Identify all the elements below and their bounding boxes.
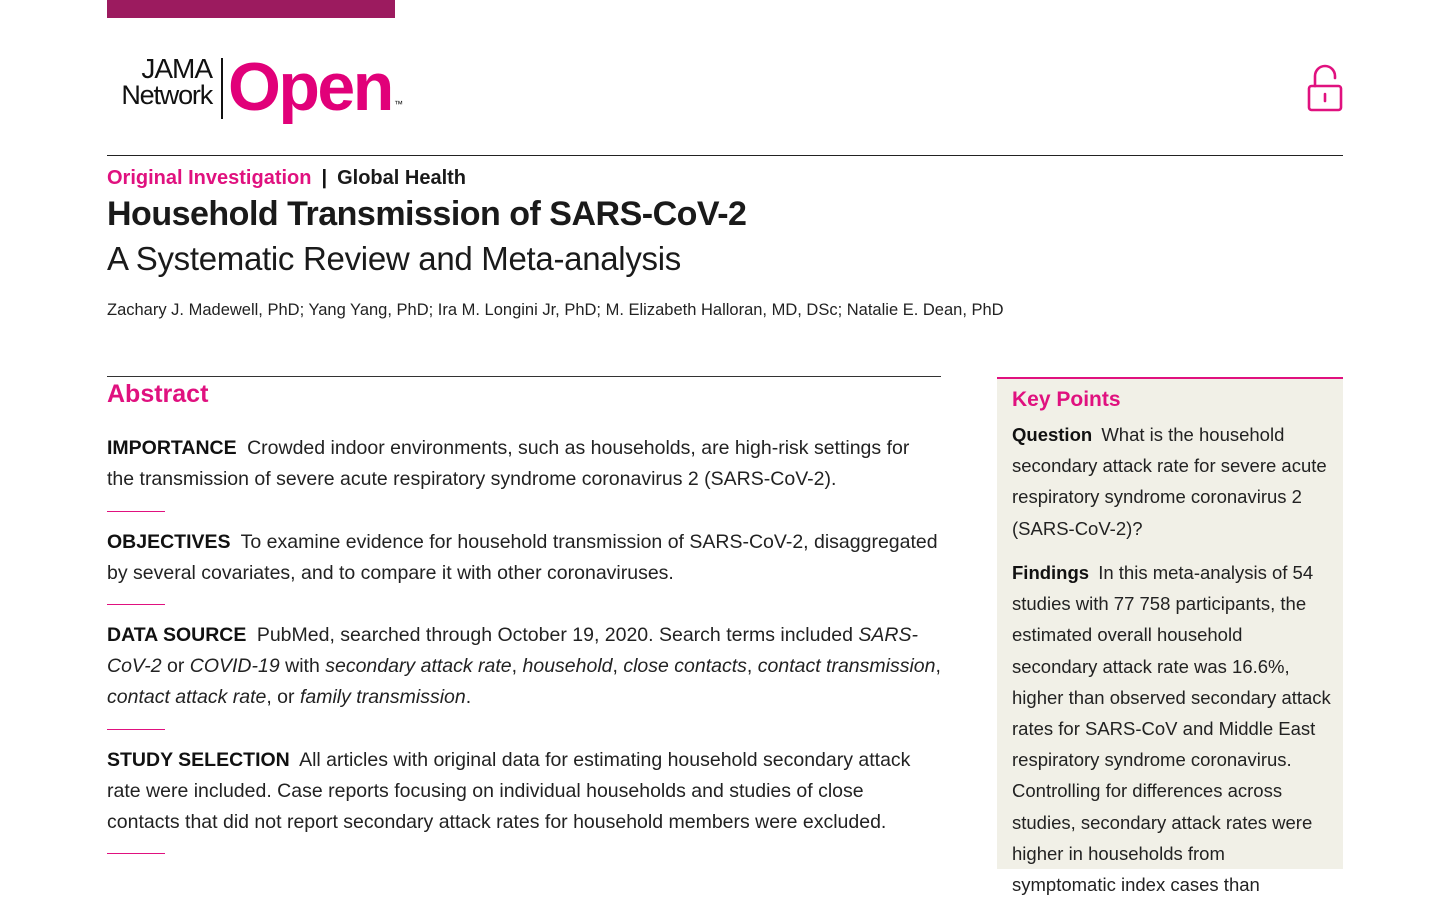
abstract-objectives	[107, 527, 941, 589]
article-section[interactable]: Global Health	[337, 167, 466, 189]
logo-divider	[221, 58, 223, 119]
data-source-text: PubMed, searched through October 19, 2020. Search terms included SARS-CoV-2 or COVID-19 with secondary attack rate, household, close contacts, contact transmission, contact attack rate, or family transmission.	[107, 624, 941, 708]
open-lock-icon[interactable]	[1306, 62, 1344, 112]
objectives-text: To examine evidence for household transmission of SARS-CoV-2, disaggregated by several covariates, and to compare it with other coronaviruses.	[107, 531, 938, 584]
section-divider	[107, 511, 165, 512]
objectives-label: OBJECTIVES	[107, 531, 231, 553]
section-divider	[107, 853, 165, 854]
header-rule	[107, 155, 1343, 156]
key-points-heading: Key Points	[1012, 388, 1121, 411]
study-selection-label: STUDY SELECTION	[107, 749, 290, 771]
article-kicker	[107, 167, 466, 190]
abstract-heading: Abstract	[107, 380, 209, 408]
question-text: What is the household secondary attack rate for severe acute respiratory syndrome coronavirus 2 (SARS-CoV-2)?	[1012, 424, 1327, 539]
importance-label: IMPORTANCE	[107, 437, 237, 459]
findings-text: In this meta-analysis of 54 studies with 77 758 participants, the estimated overall household secondary attack rate was 16.6%, higher than observed secondary attack rates for SARS-CoV and Middle East respiratory syndrome coronavirus. Controlling for differences across studies, secondary attack rates were higher in households from symptomatic index cases than	[1012, 562, 1331, 896]
key-points-question	[1012, 419, 1332, 544]
data-source-label: DATA SOURCE	[107, 624, 247, 646]
section-divider	[107, 604, 165, 605]
abstract-data-source	[107, 620, 941, 713]
findings-label: Findings	[1012, 562, 1090, 583]
author-list: Zachary J. Madewell, PhD; Yang Yang, PhD; Ira M. Longini Jr, PhD; M. Elizabeth Halloran, MD, DSc; Natalie E. Dean, PhD	[107, 301, 1004, 319]
key-points-box	[997, 377, 1343, 896]
key-points-findings	[1012, 557, 1332, 900]
article-category[interactable]: Original Investigation	[107, 167, 312, 189]
abstract-study-selection	[107, 745, 941, 838]
article-subtitle: A Systematic Review and Meta-analysis	[107, 240, 681, 277]
study-selection-text: All articles with original data for estimating household secondary attack rate were included. Case reports focusing on individual households and studies of close contacts that did not report secondary attack rates for household members were excluded.	[107, 749, 911, 833]
question-label: Question	[1012, 424, 1093, 445]
section-divider	[107, 729, 165, 730]
journal-color-bar	[107, 0, 395, 18]
article-title: Household Transmission of SARS-CoV-2	[107, 195, 747, 233]
abstract-rule	[107, 376, 941, 377]
jama-network-open-logo[interactable]	[106, 49, 416, 125]
logo-jama-network-text	[106, 55, 212, 109]
logo-trademark: ™	[394, 99, 403, 109]
logo-open-text: Open	[228, 49, 392, 125]
abstract-importance	[107, 433, 941, 495]
logo-line-network: Network	[121, 80, 212, 110]
importance-text: Crowded indoor environments, such as households, are high-risk settings for the transmission of severe acute respiratory syndrome coronavirus 2 (SARS-CoV-2).	[107, 437, 910, 490]
logo-line-jama: JAMA	[141, 53, 212, 84]
kicker-separator: |	[321, 167, 328, 189]
